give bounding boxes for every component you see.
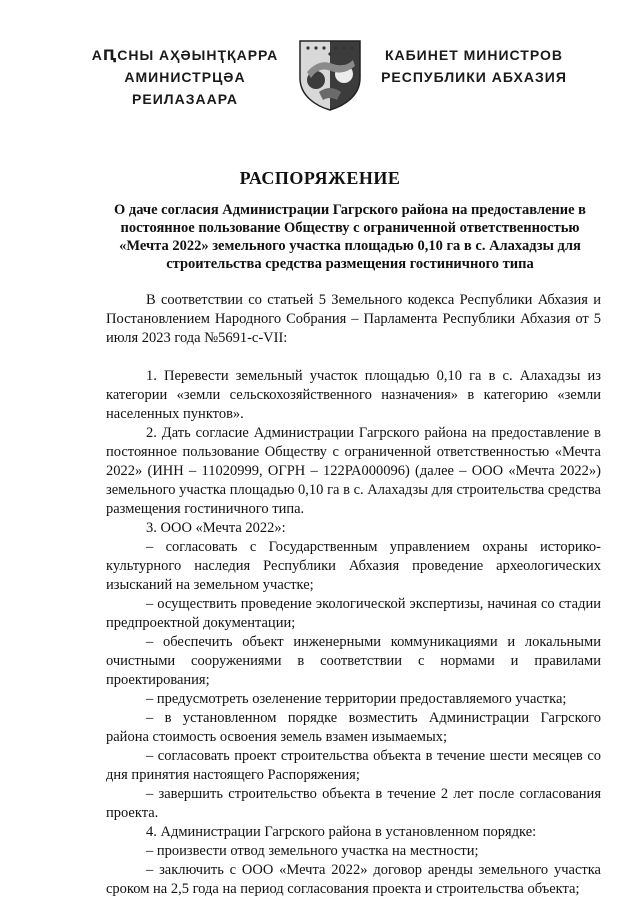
header-russian-line2: РЕСПУБЛИКИ АБХАЗИЯ <box>381 69 567 85</box>
document-title: РАСПОРЯЖЕНИЕ <box>239 168 401 188</box>
document-subject: О даче согласия Администрации Гагрского района на предоставление в постоянное пользование Обществу с ограниченной ответственностью «Мечта 2022» земельного участка площадью 0,10 га в с. Алахадзы для строительства средства размещения гостиничного типа <box>113 202 587 272</box>
clause-3-heading: 3. ООО «Мечта 2022»: <box>146 520 286 536</box>
clause-3-item: – завершить строительство объекта в течение 2 лет после согласования проекта. <box>106 786 601 821</box>
coat-of-arms-emblem-icon <box>297 38 363 112</box>
preamble-paragraph: В соответствии со статьей 5 Земельного кодекса Республики Абхазия и Постановлением Народного Собрания – Парламента Республики Абхазия от 5 июля 2023 года №5691-с-VII: <box>106 292 601 346</box>
clause-2: 2. Дать согласие Администрации Гагрского района на предоставление в постоянное пользование Обществу с ограниченной ответственностью «Мечта 2022» (ИНН – 11020999, ОГРН – 122РА000096) (далее – ООО «Мечта 2022») земельного участка площадью 0,10 га в с. Алахадзы для строительства средства размещения гостиничного типа. <box>106 425 601 517</box>
clause-3-item: – предусмотреть озеленение территории предоставляемого участка; <box>146 691 567 707</box>
header-abkhaz-line2: АМИНИСТРЦӘА РЕИЛАЗААРА <box>124 69 246 107</box>
header-russian-line1: КАБИНЕТ МИНИСТРОВ <box>384 47 564 63</box>
clause-3-item: – согласовать с Государственным управлением охраны историко-культурного наследия Республики Абхазия проведение археологических изысканий на земельном участке; <box>106 539 601 593</box>
clause-1: 1. Перевести земельный участок площадью 0,10 га в с. Алахадзы из категории «земли сельскохозяйственного назначения» в категорию «земли населенных пунктов». <box>106 368 601 422</box>
header-abkhaz <box>80 44 290 110</box>
clause-4-item: – произвести отвод земельного участка на местности; <box>146 843 479 859</box>
clause-4-item: – заключить с ООО «Мечта 2022» договор аренды земельного участка сроком на 2,5 года на период согласования проекта и строительства объекта; <box>106 862 601 897</box>
clause-3-item: – согласовать проект строительства объекта в течение шести месяцев со дня принятия настоящего Распоряжения; <box>106 748 601 783</box>
document-body <box>106 291 601 899</box>
clause-4-heading: 4. Администрации Гагрского района в установленном порядке: <box>146 824 537 840</box>
clause-3-item: – осуществить проведение экологической экспертизы, начиная со стадии предпроектной документации; <box>106 596 601 631</box>
clause-3-item: – в установленном порядке возместить Администрации Гагрского района стоимость освоения земель взамен изымаемых; <box>106 710 601 745</box>
header-abkhaz-line1: АԤСНЫ АҲӘЫНҬҚАРРА <box>91 47 279 63</box>
clause-3-item: – обеспечить объект инженерными коммуникациями и локальными очистными сооружениями в соответствии с нормами и правилами проектирования; <box>106 634 601 688</box>
header-russian <box>374 44 574 88</box>
